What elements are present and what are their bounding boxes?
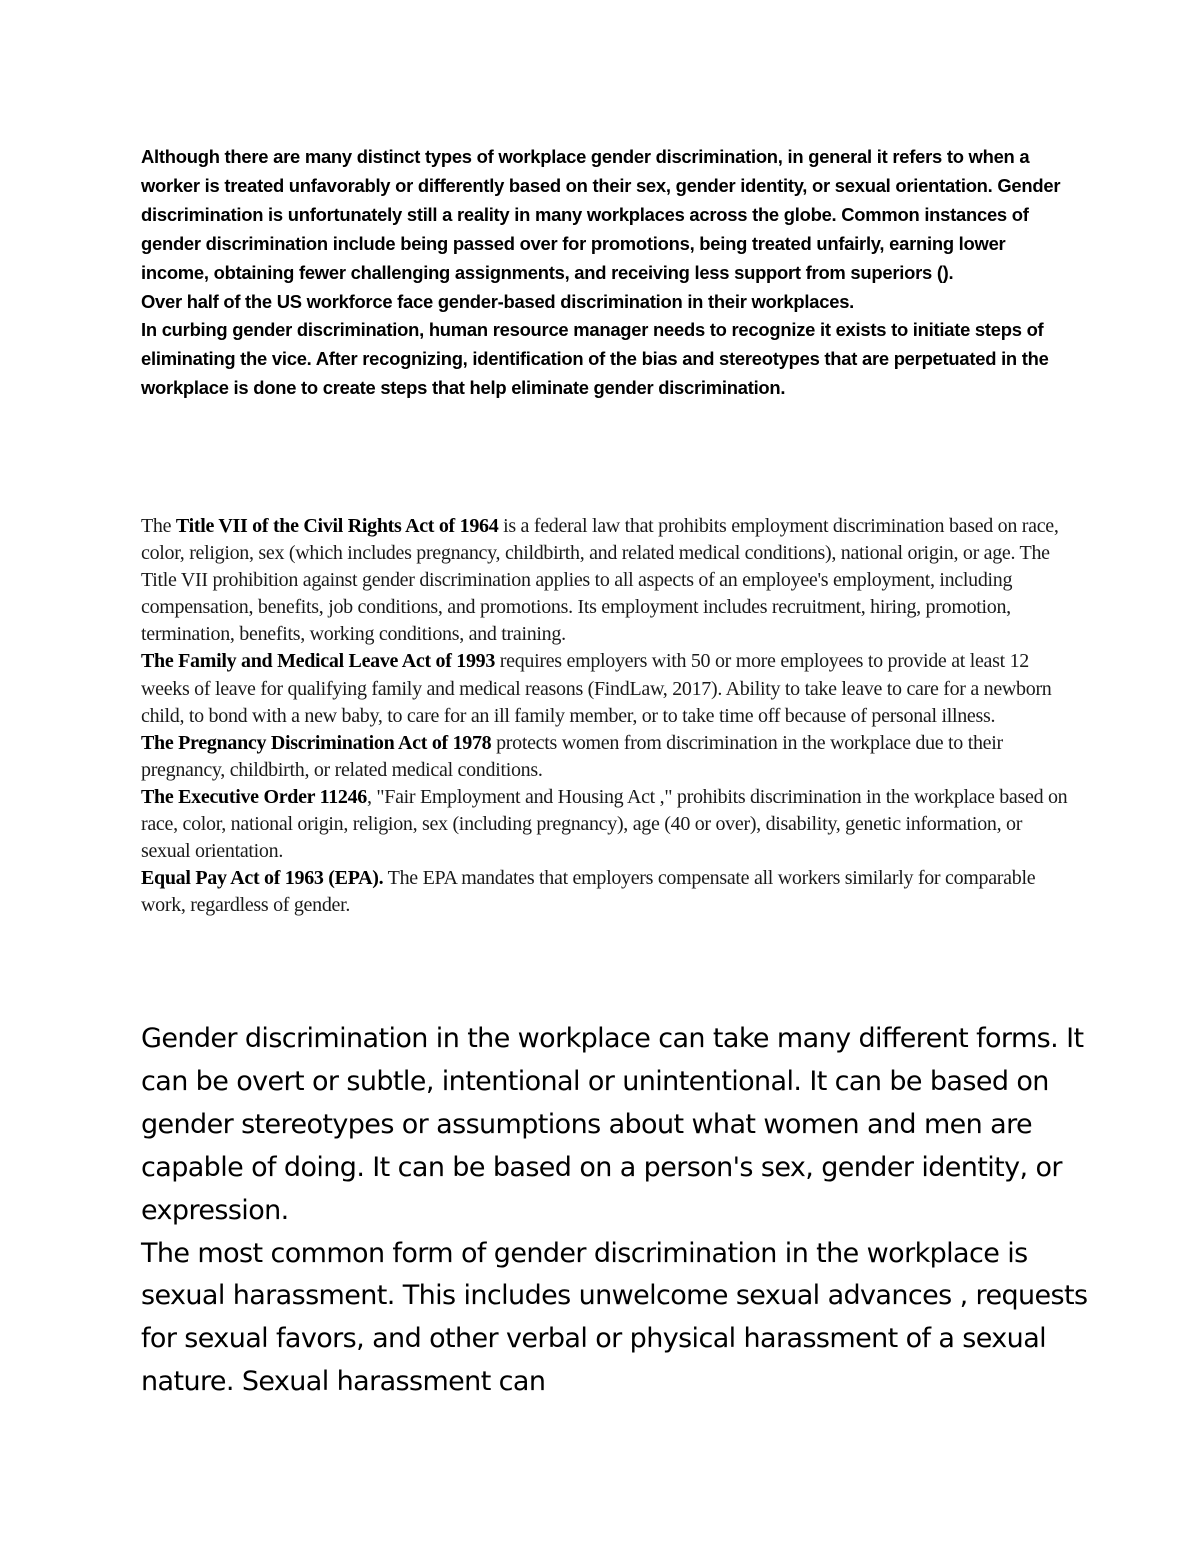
forms-paragraph-harassment: The most common form of gender discrimination in the workplace is sexual harassment. This includes unwelcome sexual advances , requests for sexual favors, and other verbal or physical harassment of a sexual nature. Sexual harassment can: [141, 1237, 1088, 1398]
law-name-epa: Equal Pay Act of 1963 (EPA).: [141, 867, 384, 890]
law-name-fmla: The Family and Medical Leave Act of 1993: [141, 650, 496, 673]
law-name-executive-order: The Executive Order 11246: [141, 785, 367, 808]
law-text-pda: protects women from discrimination in the workplace due to their pregnancy, childbirth, or related medical conditions.: [141, 731, 1003, 781]
law-name-pda: The Pregnancy Discrimination Act of 1978: [141, 731, 492, 754]
intro-paragraph-definition: Although there are many distinct types of workplace gender discrimination, in general it refers to when a worker is treated unfavorably or differently based on their sex, gender identity, or sexual orientation. Gender discrimination is unfortunately still a reality in many workplaces across the globe. Common instances of gender discrimination include being passed over for promotions, being treated unfairly, earning lower income, obtaining fewer challenging assignments, and receiving less support from superiors ().: [141, 146, 1061, 283]
intro-paragraph-statistic: Over half of the US workforce face gender-based discrimination in their workplaces.: [141, 290, 855, 312]
laws-section: [141, 513, 1076, 919]
law-paragraph-epa: [141, 865, 1076, 919]
law-paragraph-executive-order: [141, 784, 1076, 865]
law-paragraph-fmla: [141, 648, 1076, 729]
intro-section: [141, 143, 1076, 403]
law-text-fmla: requires employers with 50 or more employees to provide at least 12 weeks of leave for qualifying family and medical reasons (FindLaw, 2017). Ability to take leave to care for a newborn child, to bond with a new baby, to care for an ill family member, or to take time off because of personal illness.: [141, 650, 1052, 727]
law-text-executive-order: , "Fair Employment and Housing Act ," prohibits discrimination in the workplace based on race, color, national origin, religion, sex (including pregnancy), age (40 or over), disability, genetic information, or sexual orientation.: [141, 785, 1068, 863]
forms-paragraph-overview: Gender discrimination in the workplace can take many different forms. It can be overt or subtle, intentional or unintentional. It can be based on gender stereotypes or assumptions about what women and men are capable of doing. It can be based on a person's sex, gender identity, or expression.: [141, 1023, 1084, 1226]
law-prefix: The: [141, 515, 176, 537]
law-name-title-vii: Title VII of the Civil Rights Act of 1964: [175, 515, 499, 537]
law-paragraph-title-vii: [141, 513, 1076, 648]
law-paragraph-pda: [141, 730, 1076, 784]
law-text-title-vii: is a federal law that prohibits employment discrimination based on race, color, religion, sex (which includes pregnancy, childbirth, and related medical conditions), national origin, or age. The Title VII prohibition against gender discrimination applies to all aspects of an employee's employment, including compensation, benefits, job conditions, and promotions. Its employment includes recruitment, hiring, promotion, termination, benefits, working conditions, and training.: [141, 515, 1059, 646]
intro-paragraph-hr-steps: In curbing gender discrimination, human resource manager needs to recognize it exists to initiate steps of eliminating the vice. After recognizing, identification of the bias and stereotypes that are perpetuated in the workplace is done to create steps that help eliminate gender discrimination.: [141, 319, 1049, 399]
forms-section: [141, 1018, 1091, 1404]
law-text-epa: The EPA mandates that employers compensate all workers similarly for comparable work, regardless of gender.: [141, 867, 1036, 917]
